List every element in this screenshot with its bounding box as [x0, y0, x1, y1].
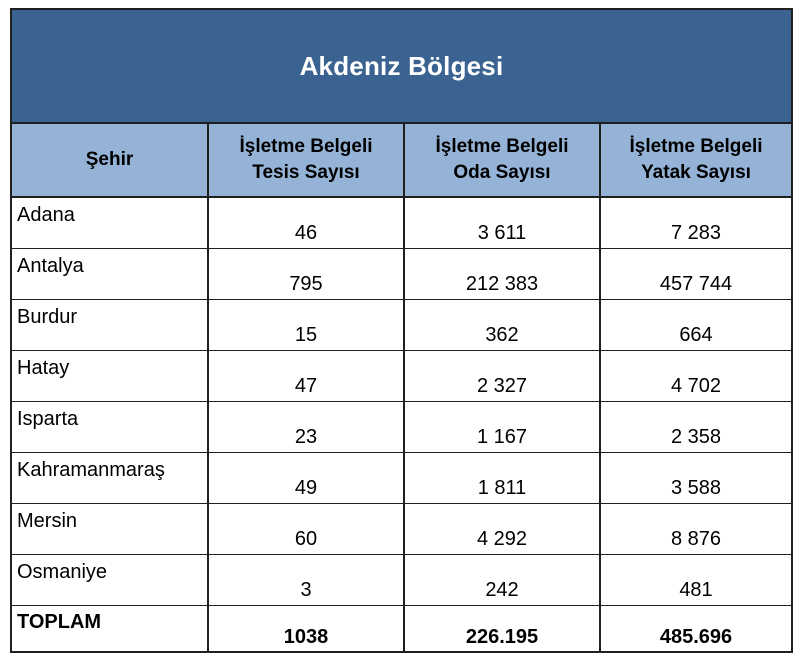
beds-cell: 3 588 [600, 453, 791, 504]
table-row [12, 555, 791, 606]
header-facilities-line1: İşletme Belgeli [239, 136, 373, 157]
city-cell: Mersin [12, 504, 208, 555]
beds-cell: 7 283 [600, 197, 791, 249]
header-rooms [404, 124, 600, 197]
city-cell: Hatay [12, 351, 208, 402]
total-label: TOPLAM [12, 606, 208, 652]
header-rooms-line1: İşletme Belgeli [435, 136, 569, 157]
facilities-cell: 60 [208, 504, 404, 555]
header-beds [600, 124, 791, 197]
rooms-cell: 212 383 [404, 249, 600, 300]
facilities-cell: 49 [208, 453, 404, 504]
table-row [12, 504, 791, 555]
facilities-cell: 46 [208, 197, 404, 249]
city-cell: Isparta [12, 402, 208, 453]
title-band [12, 10, 791, 124]
total-facilities: 1038 [208, 606, 404, 652]
facilities-cell: 47 [208, 351, 404, 402]
rooms-cell: 1 167 [404, 402, 600, 453]
facilities-cell: 3 [208, 555, 404, 606]
table-row [12, 300, 791, 351]
header-beds-line1: İşletme Belgeli [629, 136, 763, 157]
beds-cell: 2 358 [600, 402, 791, 453]
table-row [12, 453, 791, 504]
rooms-cell: 3 611 [404, 197, 600, 249]
accommodation-table [12, 124, 791, 651]
city-cell: Kahramanmaraş [12, 453, 208, 504]
rooms-cell: 2 327 [404, 351, 600, 402]
facilities-cell: 15 [208, 300, 404, 351]
region-table-sheet [10, 8, 793, 653]
rooms-cell: 362 [404, 300, 600, 351]
beds-cell: 457 744 [600, 249, 791, 300]
table-row [12, 402, 791, 453]
table-row [12, 197, 791, 249]
facilities-cell: 23 [208, 402, 404, 453]
total-rooms: 226.195 [404, 606, 600, 652]
city-cell: Burdur [12, 300, 208, 351]
header-rooms-line2: Oda Sayısı [453, 162, 551, 183]
table-row [12, 249, 791, 300]
header-city-label: Şehir [85, 149, 134, 170]
rooms-cell: 4 292 [404, 504, 600, 555]
city-cell: Osmaniye [12, 555, 208, 606]
total-row [12, 606, 791, 652]
total-beds: 485.696 [659, 626, 733, 648]
city-cell: Antalya [12, 249, 208, 300]
region-title: Akdeniz Bölgesi [299, 50, 504, 81]
table-row [12, 351, 791, 402]
rooms-cell: 242 [404, 555, 600, 606]
beds-cell: 664 [600, 300, 791, 351]
city-cell: Adana [12, 197, 208, 249]
rooms-cell: 1 811 [404, 453, 600, 504]
header-row [12, 124, 791, 197]
facilities-cell: 795 [208, 249, 404, 300]
header-facilities [208, 124, 404, 197]
header-facilities-line2: Tesis Sayısı [252, 162, 360, 183]
header-beds-line2: Yatak Sayısı [641, 162, 751, 183]
beds-cell: 8 876 [600, 504, 791, 555]
beds-cell: 481 [600, 555, 791, 606]
header-city [12, 124, 208, 197]
beds-cell: 4 702 [600, 351, 791, 402]
